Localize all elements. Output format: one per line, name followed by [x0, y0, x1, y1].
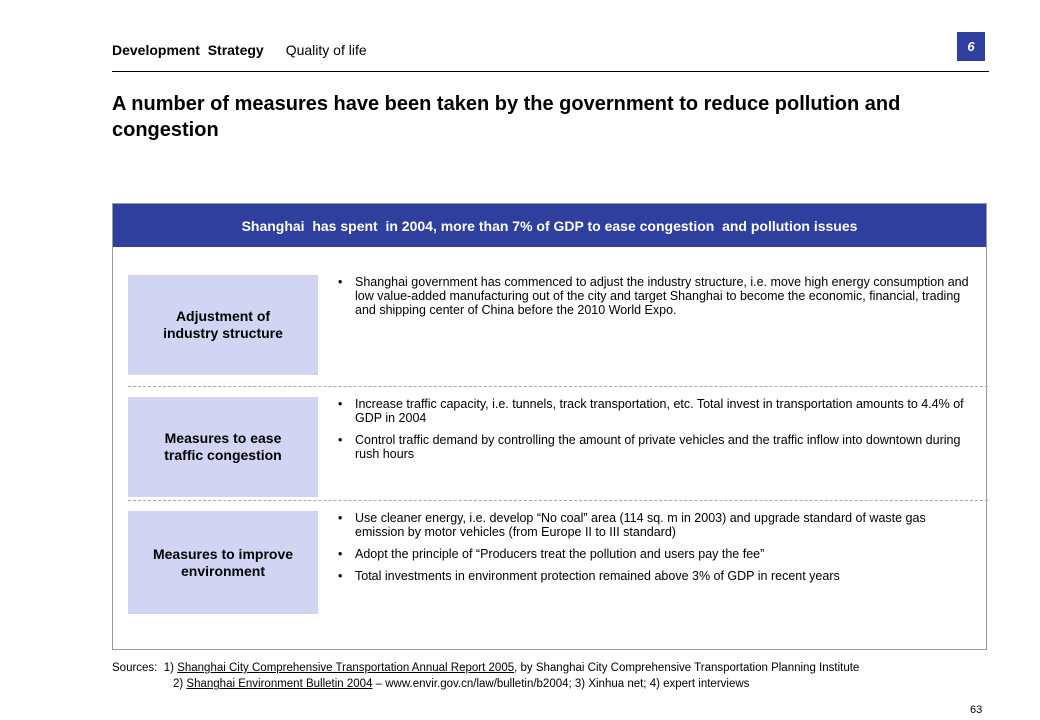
bullet-icon: •: [338, 397, 343, 411]
row-label-text: Measures to ease traffic congestion: [164, 430, 282, 463]
sources-line-1: Sources: 1) Shanghai City Comprehensive Transportation Annual Report 2005, by Shanghai City Comprehensive Transportation Planning Institute: [112, 662, 860, 674]
panel-header: Shanghai has spent in 2004, more than 7% of GDP to ease congestion and pollution issues: [113, 204, 986, 247]
header-divider: [112, 71, 989, 72]
list-item: • Control traffic demand by controlling the amount of private vehicles and the traffic inflow into downtown during rush hours: [338, 433, 961, 461]
list-item: • Adopt the principle of “Producers treat the pollution and users pay the fee”: [338, 547, 765, 561]
bullet-list: [338, 511, 978, 591]
subsection-title: Quality of life: [285, 42, 367, 58]
bullet-list: [338, 275, 978, 325]
row-label: [128, 511, 318, 614]
list-item: • Shanghai government has commenced to adjust the industry structure, i.e. move high energy consumption and low value-added manufacturing out of the city and target Shanghai to become the economic, financial, trading and shipping center of China before the 2010 World Expo.: [338, 275, 969, 317]
source-link-environment-bulletin[interactable]: Shanghai Environment Bulletin 2004: [186, 678, 373, 690]
row-label: [128, 397, 318, 497]
bullet-icon: •: [338, 547, 343, 561]
breadcrumb: [112, 42, 367, 58]
page-title: A number of measures have been taken by the government to reduce pollution and congestion: [112, 93, 901, 141]
bullet-list: [338, 397, 978, 469]
row-label: [128, 275, 318, 375]
row-divider: [128, 500, 988, 501]
sources-note: [112, 660, 859, 692]
list-item: • Use cleaner energy, i.e. develop “No coal” area (114 sq. m in 2003) and upgrade standard of waste gas emission by motor vehicles (from Europe II to III standard): [338, 511, 926, 539]
list-item: • Increase traffic capacity, i.e. tunnels, track transportation, etc. Total invest in transportation amounts to 4.4% of GDP in 2004: [338, 397, 964, 425]
bullet-icon: •: [338, 511, 343, 525]
row-label-text: Measures to improve environment: [152, 545, 294, 579]
section-title: Development Strategy: [112, 42, 264, 58]
measures-panel: [112, 203, 987, 650]
row-divider: [128, 386, 988, 387]
page-tag-badge: 6: [957, 32, 985, 61]
bullet-icon: •: [338, 569, 343, 583]
page-number: 63: [970, 704, 983, 716]
bullet-icon: •: [338, 275, 343, 289]
source-link-transport-report[interactable]: Shanghai City Comprehensive Transportation Annual Report 2005: [177, 662, 515, 674]
sources-line-2: 2) Shanghai Environment Bulletin 2004 – www.envir.gov.cn/law/bulletin/b2004; 3) Xinhua net; 4) expert interviews: [173, 678, 750, 690]
row-label-text: Adjustment of industry structure: [163, 308, 283, 341]
bullet-icon: •: [338, 433, 343, 447]
list-item: • Total investments in environment protection remained above 3% of GDP in recent years: [338, 569, 840, 583]
